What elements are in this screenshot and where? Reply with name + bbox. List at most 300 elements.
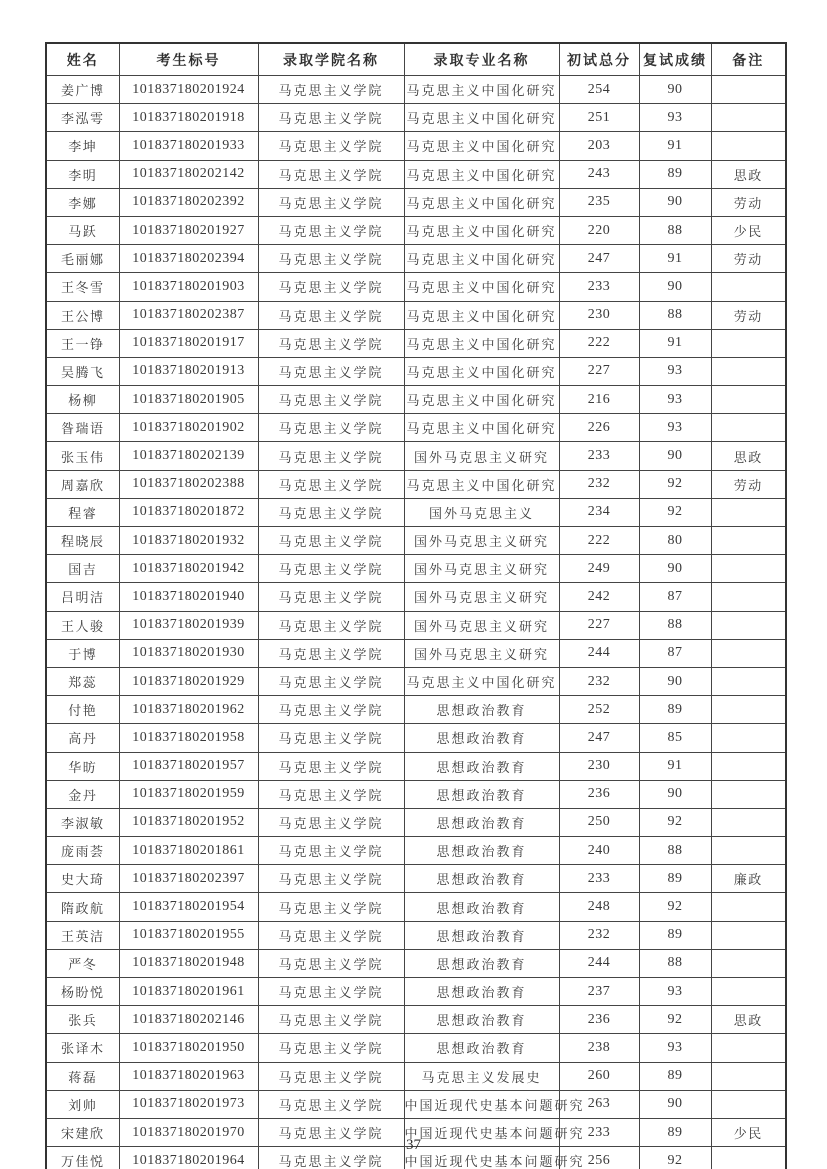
cell-name: 昝瑞语: [46, 414, 119, 442]
cell-remark: [711, 837, 786, 865]
cell-major: 国外马克思主义研究: [404, 583, 559, 611]
cell-name: 吴腾飞: [46, 357, 119, 385]
cell-college: 马克思主义学院: [258, 921, 404, 949]
cell-name: 吕明洁: [46, 583, 119, 611]
cell-candidate-id: 101837180201933: [119, 132, 258, 160]
cell-retest-score: 91: [639, 752, 711, 780]
cell-name: 王一铮: [46, 329, 119, 357]
cell-name: 蒋磊: [46, 1062, 119, 1090]
cell-candidate-id: 101837180201970: [119, 1118, 258, 1146]
cell-candidate-id: 101837180202139: [119, 442, 258, 470]
table-row: [46, 216, 786, 244]
cell-remark: [711, 949, 786, 977]
cell-retest-score: 88: [639, 837, 711, 865]
table-row: [46, 808, 786, 836]
cell-candidate-id: 101837180201939: [119, 611, 258, 639]
table-row: [46, 160, 786, 188]
cell-candidate-id: 101837180201924: [119, 76, 258, 104]
cell-college: 马克思主义学院: [258, 724, 404, 752]
table-row: [46, 527, 786, 555]
cell-initial-score: 220: [559, 216, 639, 244]
table-row: [46, 724, 786, 752]
cell-major: 中国近现代史基本问题研究: [404, 1090, 559, 1118]
cell-candidate-id: 101837180201902: [119, 414, 258, 442]
table-row: [46, 301, 786, 329]
cell-initial-score: 243: [559, 160, 639, 188]
cell-retest-score: 89: [639, 865, 711, 893]
cell-candidate-id: 101837180202146: [119, 1006, 258, 1034]
cell-candidate-id: 101837180201955: [119, 921, 258, 949]
cell-initial-score: 203: [559, 132, 639, 160]
cell-retest-score: 88: [639, 611, 711, 639]
cell-initial-score: 235: [559, 188, 639, 216]
cell-college: 马克思主义学院: [258, 160, 404, 188]
cell-college: 马克思主义学院: [258, 301, 404, 329]
cell-name: 毛丽娜: [46, 245, 119, 273]
cell-major: 国外马克思主义研究: [404, 639, 559, 667]
cell-remark: [711, 696, 786, 724]
header-remark: 备注: [711, 43, 786, 76]
cell-candidate-id: 101837180201872: [119, 498, 258, 526]
cell-major: 思想政治教育: [404, 808, 559, 836]
cell-retest-score: 89: [639, 921, 711, 949]
table-row: [46, 357, 786, 385]
cell-initial-score: 256: [559, 1147, 639, 1169]
cell-major: 马克思主义中国化研究: [404, 245, 559, 273]
cell-candidate-id: 101837180201917: [119, 329, 258, 357]
cell-remark: [711, 329, 786, 357]
table-row: [46, 978, 786, 1006]
table-row: [46, 414, 786, 442]
cell-major: 马克思主义中国化研究: [404, 132, 559, 160]
cell-name: 史大琦: [46, 865, 119, 893]
cell-initial-score: 244: [559, 949, 639, 977]
cell-college: 马克思主义学院: [258, 893, 404, 921]
cell-initial-score: 249: [559, 555, 639, 583]
cell-initial-score: 226: [559, 414, 639, 442]
cell-college: 马克思主义学院: [258, 780, 404, 808]
table-body: [46, 76, 786, 1169]
cell-college: 马克思主义学院: [258, 1147, 404, 1169]
cell-retest-score: 90: [639, 442, 711, 470]
cell-remark: [711, 76, 786, 104]
cell-remark: [711, 611, 786, 639]
cell-major: 思想政治教育: [404, 1034, 559, 1062]
cell-retest-score: 90: [639, 273, 711, 301]
cell-major: 国外马克思主义研究: [404, 555, 559, 583]
table-row: [46, 104, 786, 132]
table-row: [46, 329, 786, 357]
cell-retest-score: 93: [639, 357, 711, 385]
cell-name: 李泓雩: [46, 104, 119, 132]
cell-name: 杨柳: [46, 386, 119, 414]
cell-retest-score: 93: [639, 978, 711, 1006]
header-retest-score: 复试成绩: [639, 43, 711, 76]
cell-candidate-id: 101837180201903: [119, 273, 258, 301]
cell-retest-score: 80: [639, 527, 711, 555]
cell-remark: [711, 414, 786, 442]
cell-initial-score: 230: [559, 301, 639, 329]
cell-initial-score: 222: [559, 329, 639, 357]
cell-retest-score: 89: [639, 1118, 711, 1146]
table-row: [46, 667, 786, 695]
cell-retest-score: 90: [639, 555, 711, 583]
table-row: [46, 893, 786, 921]
cell-major: 思想政治教育: [404, 921, 559, 949]
cell-major: 马克思主义中国化研究: [404, 470, 559, 498]
cell-initial-score: 227: [559, 611, 639, 639]
cell-initial-score: 236: [559, 1006, 639, 1034]
cell-major: 国外马克思主义研究: [404, 611, 559, 639]
cell-major: 国外马克思主义研究: [404, 442, 559, 470]
cell-candidate-id: 101837180202387: [119, 301, 258, 329]
cell-remark: [711, 639, 786, 667]
cell-remark: [711, 724, 786, 752]
table-row: [46, 245, 786, 273]
cell-initial-score: 233: [559, 1118, 639, 1146]
cell-name: 周嘉欣: [46, 470, 119, 498]
cell-name: 李淑敏: [46, 808, 119, 836]
table-row: [46, 273, 786, 301]
cell-remark: [711, 893, 786, 921]
cell-initial-score: 234: [559, 498, 639, 526]
cell-name: 李明: [46, 160, 119, 188]
table-header: [46, 43, 786, 76]
cell-college: 马克思主义学院: [258, 442, 404, 470]
table-row: [46, 1034, 786, 1062]
cell-candidate-id: 101837180201861: [119, 837, 258, 865]
cell-remark: [711, 132, 786, 160]
cell-major: 马克思主义中国化研究: [404, 188, 559, 216]
table-row: [46, 1062, 786, 1090]
cell-name: 于博: [46, 639, 119, 667]
table-row: [46, 949, 786, 977]
cell-candidate-id: 101837180202388: [119, 470, 258, 498]
cell-initial-score: 251: [559, 104, 639, 132]
cell-remark: [711, 527, 786, 555]
cell-college: 马克思主义学院: [258, 273, 404, 301]
cell-candidate-id: 101837180201958: [119, 724, 258, 752]
cell-retest-score: 93: [639, 414, 711, 442]
cell-retest-score: 90: [639, 1090, 711, 1118]
cell-college: 马克思主义学院: [258, 1034, 404, 1062]
cell-college: 马克思主义学院: [258, 498, 404, 526]
cell-retest-score: 90: [639, 188, 711, 216]
cell-name: 姜广博: [46, 76, 119, 104]
cell-remark: 少民: [711, 1118, 786, 1146]
cell-major: 马克思主义中国化研究: [404, 216, 559, 244]
cell-remark: [711, 780, 786, 808]
cell-name: 李坤: [46, 132, 119, 160]
table-row: [46, 498, 786, 526]
cell-name: 马跃: [46, 216, 119, 244]
cell-retest-score: 90: [639, 780, 711, 808]
table-row: [46, 921, 786, 949]
cell-remark: [711, 498, 786, 526]
cell-college: 马克思主义学院: [258, 470, 404, 498]
cell-candidate-id: 101837180201929: [119, 667, 258, 695]
cell-name: 付艳: [46, 696, 119, 724]
cell-initial-score: 247: [559, 245, 639, 273]
cell-remark: [711, 386, 786, 414]
cell-retest-score: 93: [639, 104, 711, 132]
cell-candidate-id: 101837180201942: [119, 555, 258, 583]
cell-major: 思想政治教育: [404, 893, 559, 921]
cell-retest-score: 85: [639, 724, 711, 752]
cell-candidate-id: 101837180201948: [119, 949, 258, 977]
cell-initial-score: 222: [559, 527, 639, 555]
cell-initial-score: 227: [559, 357, 639, 385]
table-row: [46, 1090, 786, 1118]
cell-name: 王英洁: [46, 921, 119, 949]
cell-name: 郑蕊: [46, 667, 119, 695]
cell-college: 马克思主义学院: [258, 639, 404, 667]
cell-name: 张兵: [46, 1006, 119, 1034]
cell-initial-score: 230: [559, 752, 639, 780]
cell-college: 马克思主义学院: [258, 104, 404, 132]
cell-college: 马克思主义学院: [258, 837, 404, 865]
cell-retest-score: 92: [639, 1006, 711, 1034]
cell-name: 严冬: [46, 949, 119, 977]
cell-name: 程睿: [46, 498, 119, 526]
cell-name: 庞雨荟: [46, 837, 119, 865]
cell-initial-score: 232: [559, 470, 639, 498]
cell-candidate-id: 101837180201961: [119, 978, 258, 1006]
cell-remark: [711, 357, 786, 385]
cell-college: 马克思主义学院: [258, 949, 404, 977]
cell-remark: 劳动: [711, 470, 786, 498]
cell-retest-score: 91: [639, 245, 711, 273]
cell-candidate-id: 101837180201973: [119, 1090, 258, 1118]
cell-remark: [711, 1034, 786, 1062]
cell-remark: [711, 555, 786, 583]
cell-college: 马克思主义学院: [258, 808, 404, 836]
cell-candidate-id: 101837180201957: [119, 752, 258, 780]
cell-initial-score: 238: [559, 1034, 639, 1062]
cell-college: 马克思主义学院: [258, 329, 404, 357]
cell-major: 中国近现代史基本问题研究: [404, 1147, 559, 1169]
cell-initial-score: 240: [559, 837, 639, 865]
table-row: [46, 555, 786, 583]
cell-major: 思想政治教育: [404, 949, 559, 977]
cell-retest-score: 93: [639, 386, 711, 414]
cell-remark: [711, 1062, 786, 1090]
header-name: 姓名: [46, 43, 119, 76]
cell-college: 马克思主义学院: [258, 386, 404, 414]
table-row: [46, 639, 786, 667]
cell-college: 马克思主义学院: [258, 555, 404, 583]
cell-retest-score: 92: [639, 808, 711, 836]
cell-retest-score: 91: [639, 329, 711, 357]
cell-college: 马克思主义学院: [258, 245, 404, 273]
cell-name: 程晓辰: [46, 527, 119, 555]
cell-initial-score: 237: [559, 978, 639, 1006]
cell-college: 马克思主义学院: [258, 611, 404, 639]
cell-remark: 劳动: [711, 301, 786, 329]
cell-retest-score: 91: [639, 132, 711, 160]
cell-remark: [711, 1090, 786, 1118]
cell-remark: [711, 808, 786, 836]
table-row: [46, 611, 786, 639]
header-row: [46, 43, 786, 76]
cell-major: 思想政治教育: [404, 724, 559, 752]
cell-candidate-id: 101837180201964: [119, 1147, 258, 1169]
cell-name: 王冬雪: [46, 273, 119, 301]
cell-initial-score: 247: [559, 724, 639, 752]
cell-college: 马克思主义学院: [258, 1118, 404, 1146]
cell-major: 中国近现代史基本问题研究: [404, 1118, 559, 1146]
cell-candidate-id: 101837180201905: [119, 386, 258, 414]
cell-remark: [711, 752, 786, 780]
cell-college: 马克思主义学院: [258, 414, 404, 442]
cell-college: 马克思主义学院: [258, 583, 404, 611]
table-row: [46, 780, 786, 808]
cell-retest-score: 87: [639, 639, 711, 667]
cell-initial-score: 260: [559, 1062, 639, 1090]
cell-candidate-id: 101837180201950: [119, 1034, 258, 1062]
cell-name: 金丹: [46, 780, 119, 808]
cell-initial-score: 232: [559, 921, 639, 949]
cell-remark: [711, 978, 786, 1006]
cell-retest-score: 92: [639, 470, 711, 498]
cell-remark: 思政: [711, 442, 786, 470]
table-row: [46, 583, 786, 611]
cell-candidate-id: 101837180202392: [119, 188, 258, 216]
cell-major: 马克思主义中国化研究: [404, 104, 559, 132]
cell-name: 隋政航: [46, 893, 119, 921]
cell-major: 思想政治教育: [404, 978, 559, 1006]
cell-retest-score: 92: [639, 498, 711, 526]
cell-college: 马克思主义学院: [258, 667, 404, 695]
cell-name: 张译木: [46, 1034, 119, 1062]
cell-remark: [711, 667, 786, 695]
cell-name: 张玉伟: [46, 442, 119, 470]
cell-retest-score: 88: [639, 216, 711, 244]
cell-remark: 劳动: [711, 188, 786, 216]
table-row: [46, 132, 786, 160]
cell-major: 马克思主义中国化研究: [404, 160, 559, 188]
cell-college: 马克思主义学院: [258, 527, 404, 555]
cell-initial-score: 242: [559, 583, 639, 611]
table-row: [46, 442, 786, 470]
cell-retest-score: 88: [639, 301, 711, 329]
cell-candidate-id: 101837180202394: [119, 245, 258, 273]
table-row: [46, 1006, 786, 1034]
cell-retest-score: 87: [639, 583, 711, 611]
cell-major: 思想政治教育: [404, 865, 559, 893]
cell-candidate-id: 101837180202397: [119, 865, 258, 893]
cell-college: 马克思主义学院: [258, 188, 404, 216]
cell-initial-score: 232: [559, 667, 639, 695]
cell-college: 马克思主义学院: [258, 357, 404, 385]
cell-college: 马克思主义学院: [258, 978, 404, 1006]
cell-major: 马克思主义中国化研究: [404, 667, 559, 695]
cell-major: 思想政治教育: [404, 780, 559, 808]
table-row: [46, 188, 786, 216]
cell-college: 马克思主义学院: [258, 865, 404, 893]
admission-list-table: [45, 42, 787, 1169]
cell-name: 王人骏: [46, 611, 119, 639]
cell-candidate-id: 101837180201930: [119, 639, 258, 667]
cell-remark: [711, 273, 786, 301]
cell-name: 万佳悦: [46, 1147, 119, 1169]
cell-college: 马克思主义学院: [258, 1006, 404, 1034]
cell-retest-score: 92: [639, 1147, 711, 1169]
table-row: [46, 76, 786, 104]
cell-remark: [711, 583, 786, 611]
header-major: 录取专业名称: [404, 43, 559, 76]
cell-candidate-id: 101837180201963: [119, 1062, 258, 1090]
cell-initial-score: 244: [559, 639, 639, 667]
page-number: 37: [406, 1137, 421, 1153]
cell-retest-score: 89: [639, 696, 711, 724]
cell-retest-score: 89: [639, 160, 711, 188]
cell-name: 李娜: [46, 188, 119, 216]
cell-college: 马克思主义学院: [258, 216, 404, 244]
cell-name: 高丹: [46, 724, 119, 752]
header-candidate-id: 考生标号: [119, 43, 258, 76]
table-row: [46, 752, 786, 780]
cell-remark: 少民: [711, 216, 786, 244]
cell-retest-score: 89: [639, 1062, 711, 1090]
header-initial-score: 初试总分: [559, 43, 639, 76]
cell-retest-score: 90: [639, 76, 711, 104]
cell-retest-score: 90: [639, 667, 711, 695]
cell-name: 杨盼悦: [46, 978, 119, 1006]
cell-major: 思想政治教育: [404, 752, 559, 780]
cell-college: 马克思主义学院: [258, 132, 404, 160]
header-college: 录取学院名称: [258, 43, 404, 76]
cell-major: 国外马克思主义研究: [404, 527, 559, 555]
cell-initial-score: 236: [559, 780, 639, 808]
cell-initial-score: 248: [559, 893, 639, 921]
table-row: [46, 837, 786, 865]
cell-major: 马克思主义中国化研究: [404, 386, 559, 414]
cell-retest-score: 93: [639, 1034, 711, 1062]
cell-candidate-id: 101837180201962: [119, 696, 258, 724]
cell-major: 马克思主义中国化研究: [404, 357, 559, 385]
cell-major: 马克思主义中国化研究: [404, 301, 559, 329]
cell-major: 马克思主义中国化研究: [404, 76, 559, 104]
cell-major: 马克思主义发展史: [404, 1062, 559, 1090]
cell-candidate-id: 101837180201954: [119, 893, 258, 921]
cell-college: 马克思主义学院: [258, 752, 404, 780]
cell-college: 马克思主义学院: [258, 1090, 404, 1118]
cell-college: 马克思主义学院: [258, 696, 404, 724]
table-row: [46, 386, 786, 414]
cell-major: 思想政治教育: [404, 1006, 559, 1034]
cell-candidate-id: 101837180201918: [119, 104, 258, 132]
cell-major: 马克思主义中国化研究: [404, 329, 559, 357]
cell-initial-score: 263: [559, 1090, 639, 1118]
cell-name: 华昉: [46, 752, 119, 780]
cell-candidate-id: 101837180201952: [119, 808, 258, 836]
cell-initial-score: 250: [559, 808, 639, 836]
cell-candidate-id: 101837180202142: [119, 160, 258, 188]
cell-major: 马克思主义中国化研究: [404, 273, 559, 301]
cell-remark: [711, 104, 786, 132]
cell-candidate-id: 101837180201940: [119, 583, 258, 611]
cell-name: 刘帅: [46, 1090, 119, 1118]
cell-retest-score: 92: [639, 893, 711, 921]
cell-major: 思想政治教育: [404, 837, 559, 865]
cell-name: 宋建欣: [46, 1118, 119, 1146]
cell-name: 国吉: [46, 555, 119, 583]
cell-initial-score: 233: [559, 273, 639, 301]
cell-major: 思想政治教育: [404, 696, 559, 724]
table-row: [46, 470, 786, 498]
cell-major: 马克思主义中国化研究: [404, 414, 559, 442]
